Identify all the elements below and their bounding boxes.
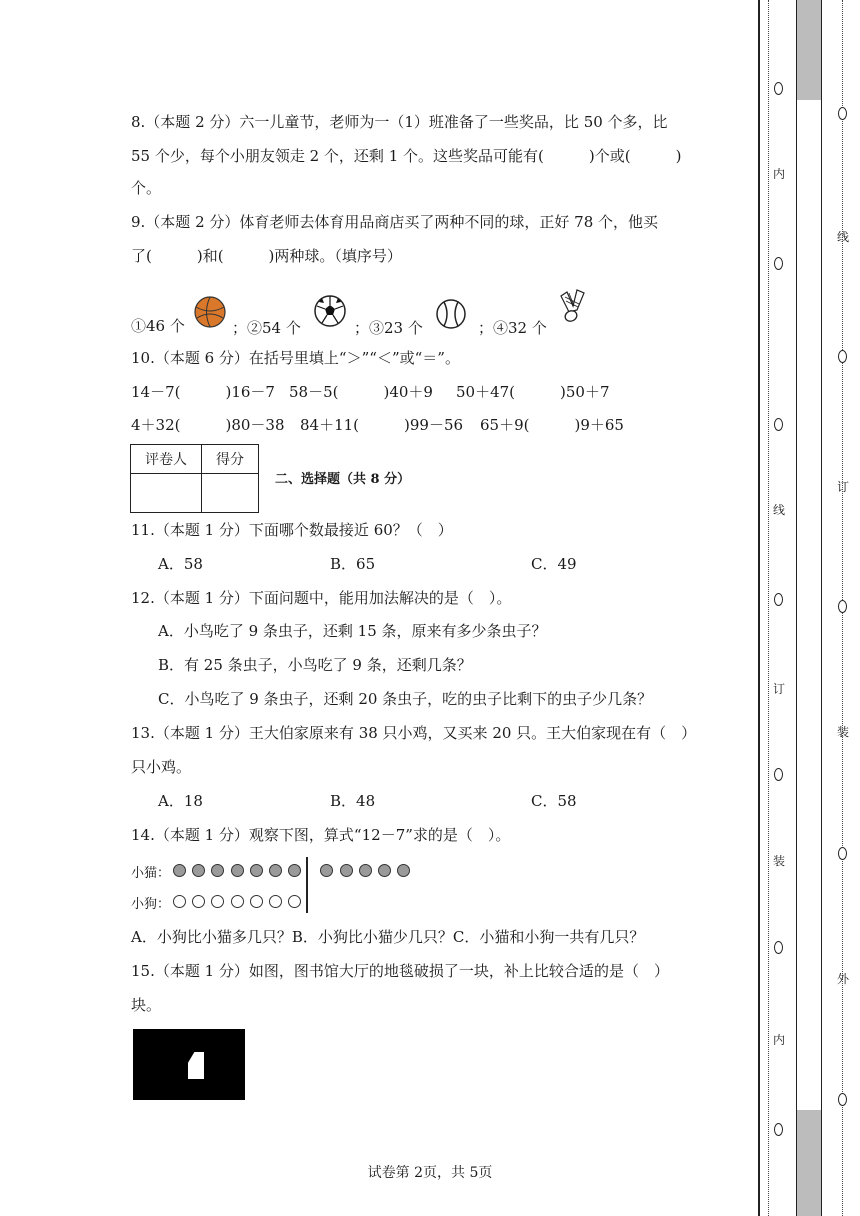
q11-option-b[interactable]: B．65 bbox=[330, 555, 376, 573]
reviewer-header: 评卷人 bbox=[131, 445, 202, 474]
margin-band-top bbox=[796, 0, 822, 100]
margin-char-xian: 线 bbox=[772, 503, 785, 517]
margin-char-zhuang: 装 bbox=[836, 725, 849, 739]
binding-ring bbox=[774, 257, 783, 270]
cat-dot bbox=[288, 864, 301, 877]
binding-ring bbox=[774, 418, 783, 431]
margin-char-ding: 订 bbox=[772, 682, 785, 696]
binding-ring bbox=[838, 1093, 847, 1106]
cat-dot bbox=[231, 864, 244, 877]
dog-dot bbox=[173, 895, 186, 908]
shuttlecock-icon bbox=[557, 288, 589, 324]
q8-line3: 个。 bbox=[131, 179, 162, 197]
cat-dot bbox=[397, 864, 410, 877]
inner-dotted-line bbox=[768, 0, 769, 1216]
q10-row2-item3: 65＋9( )9＋65 bbox=[480, 416, 624, 434]
dog-dot bbox=[211, 895, 224, 908]
score-table bbox=[130, 444, 259, 513]
cat-dot bbox=[211, 864, 224, 877]
q13-option-a[interactable]: A．18 bbox=[158, 792, 203, 810]
q8-line2: 55 个少，每个小朋友领走 2 个，还剩 1 个。这些奖品可能有( )个或( ) bbox=[131, 147, 682, 165]
q13-option-b[interactable]: B．48 bbox=[330, 792, 376, 810]
binding-ring bbox=[838, 600, 847, 613]
q10-row2-item1: 4＋32( )80－38 bbox=[131, 416, 285, 434]
q10-row1-item2: 58－5( )40＋9 bbox=[289, 383, 433, 401]
cat-dot bbox=[192, 864, 205, 877]
q15-line2: 块。 bbox=[131, 996, 162, 1014]
dog-dot bbox=[250, 895, 263, 908]
margin-char-ding: 订 bbox=[836, 480, 849, 494]
binding-ring bbox=[774, 768, 783, 781]
cat-dot bbox=[269, 864, 282, 877]
margin-band-bottom bbox=[796, 1110, 822, 1216]
q12-line1: 12.（本题 1 分）下面问题中，能用加法解决的是（ ）。 bbox=[131, 589, 512, 607]
binding-ring bbox=[838, 350, 847, 363]
cat-dot bbox=[173, 864, 186, 877]
binding-ring bbox=[774, 82, 783, 95]
score-cell[interactable] bbox=[202, 474, 259, 513]
section-two-title: 二、选择题（共 8 分） bbox=[275, 472, 411, 487]
cat-dot bbox=[250, 864, 263, 877]
cat-label: 小猫： bbox=[131, 866, 171, 881]
q13-option-c[interactable]: C．58 bbox=[531, 792, 577, 810]
cat-dot bbox=[340, 864, 353, 877]
score-header: 得分 bbox=[202, 445, 259, 474]
q9-line2: 了( )和( )两种球。（填序号） bbox=[131, 247, 402, 265]
dog-dot bbox=[288, 895, 301, 908]
dog-label: 小狗： bbox=[131, 897, 171, 912]
q13-line2: 只小鸡。 bbox=[131, 758, 192, 776]
q15-line1: 15.（本题 1 分）如图，图书馆大厅的地毯破损了一块，补上比较合适的是（ ） bbox=[131, 962, 669, 980]
q11-option-c[interactable]: C．49 bbox=[531, 555, 577, 573]
dots-divider bbox=[306, 857, 308, 913]
q10-row1-item1: 14－7( )16－7 bbox=[131, 383, 275, 401]
binding-ring bbox=[838, 847, 847, 860]
binding-ring bbox=[774, 941, 783, 954]
margin-char-wai: 外 bbox=[836, 972, 849, 986]
dog-dot bbox=[192, 895, 205, 908]
margin-left-edge bbox=[758, 0, 760, 1216]
basketball-icon bbox=[192, 295, 228, 329]
binding-ring bbox=[774, 593, 783, 606]
baseball-icon bbox=[435, 298, 467, 330]
dog-dot bbox=[269, 895, 282, 908]
q9-item2-label: ；②54 个 bbox=[232, 319, 301, 337]
margin-char-zhuang: 装 bbox=[772, 854, 785, 868]
q14-line1: 14.（本题 1 分）观察下图，算式“12－7”求的是（ ）。 bbox=[131, 826, 511, 844]
q12-option-b[interactable]: B．有 25 条虫子，小鸟吃了 9 条，还剩几条？ bbox=[158, 656, 472, 674]
q9-item4-label: ；④32 个 bbox=[478, 319, 547, 337]
binding-ring bbox=[774, 1123, 783, 1136]
cat-dot bbox=[320, 864, 333, 877]
cat-dot bbox=[359, 864, 372, 877]
q9-item3-label: ；③23 个 bbox=[354, 319, 423, 337]
q10-line1: 10.（本题 6 分）在括号里填上“＞”“＜”或“＝”。 bbox=[131, 349, 460, 367]
q9-item1-label: ①46 个 bbox=[131, 317, 185, 335]
margin-char-xian: 线 bbox=[836, 230, 849, 244]
q11-line1: 11.（本题 1 分）下面哪个数最接近 60？（ ） bbox=[131, 521, 453, 539]
cat-dot bbox=[378, 864, 391, 877]
q10-row1-item3: 50＋47( )50＋7 bbox=[456, 383, 610, 401]
soccer-ball-icon bbox=[312, 293, 348, 329]
q12-option-a[interactable]: A．小鸟吃了 9 条虫子，还剩 15 条，原来有多少条虫子？ bbox=[158, 622, 547, 640]
margin-band-middle bbox=[796, 100, 822, 1110]
q11-option-a[interactable]: A．58 bbox=[158, 555, 203, 573]
q9-line1: 9.（本题 2 分）体育老师去体育用品商店买了两种不同的球，正好 78 个，他买 bbox=[131, 213, 659, 231]
margin-char-nei: 内 bbox=[772, 1033, 785, 1047]
reviewer-cell[interactable] bbox=[131, 474, 202, 513]
page-footer: 试卷第 2页，共 5页 bbox=[367, 1165, 493, 1181]
q13-line1: 13.（本题 1 分）王大伯家原来有 38 只小鸡，又买来 20 只。王大伯家现在有（ ） bbox=[131, 724, 697, 742]
dog-dot bbox=[231, 895, 244, 908]
margin-char-nei: 内 bbox=[772, 167, 785, 181]
q14-options[interactable]: A．小狗比小猫多几只？B．小狗比小猫少几只？C．小猫和小狗一共有几只？ bbox=[131, 928, 645, 946]
binding-ring bbox=[838, 107, 847, 120]
q8-line1: 8.（本题 2 分）六一儿童节，老师为一（1）班准备了一些奖品，比 50 个多，比 bbox=[131, 113, 668, 131]
q10-row2-item2: 84＋11( )99－56 bbox=[300, 416, 464, 434]
q12-option-c[interactable]: C．小鸟吃了 9 条虫子，还剩 20 条虫子，吃的虫子比剩下的虫子少几条？ bbox=[158, 690, 653, 708]
